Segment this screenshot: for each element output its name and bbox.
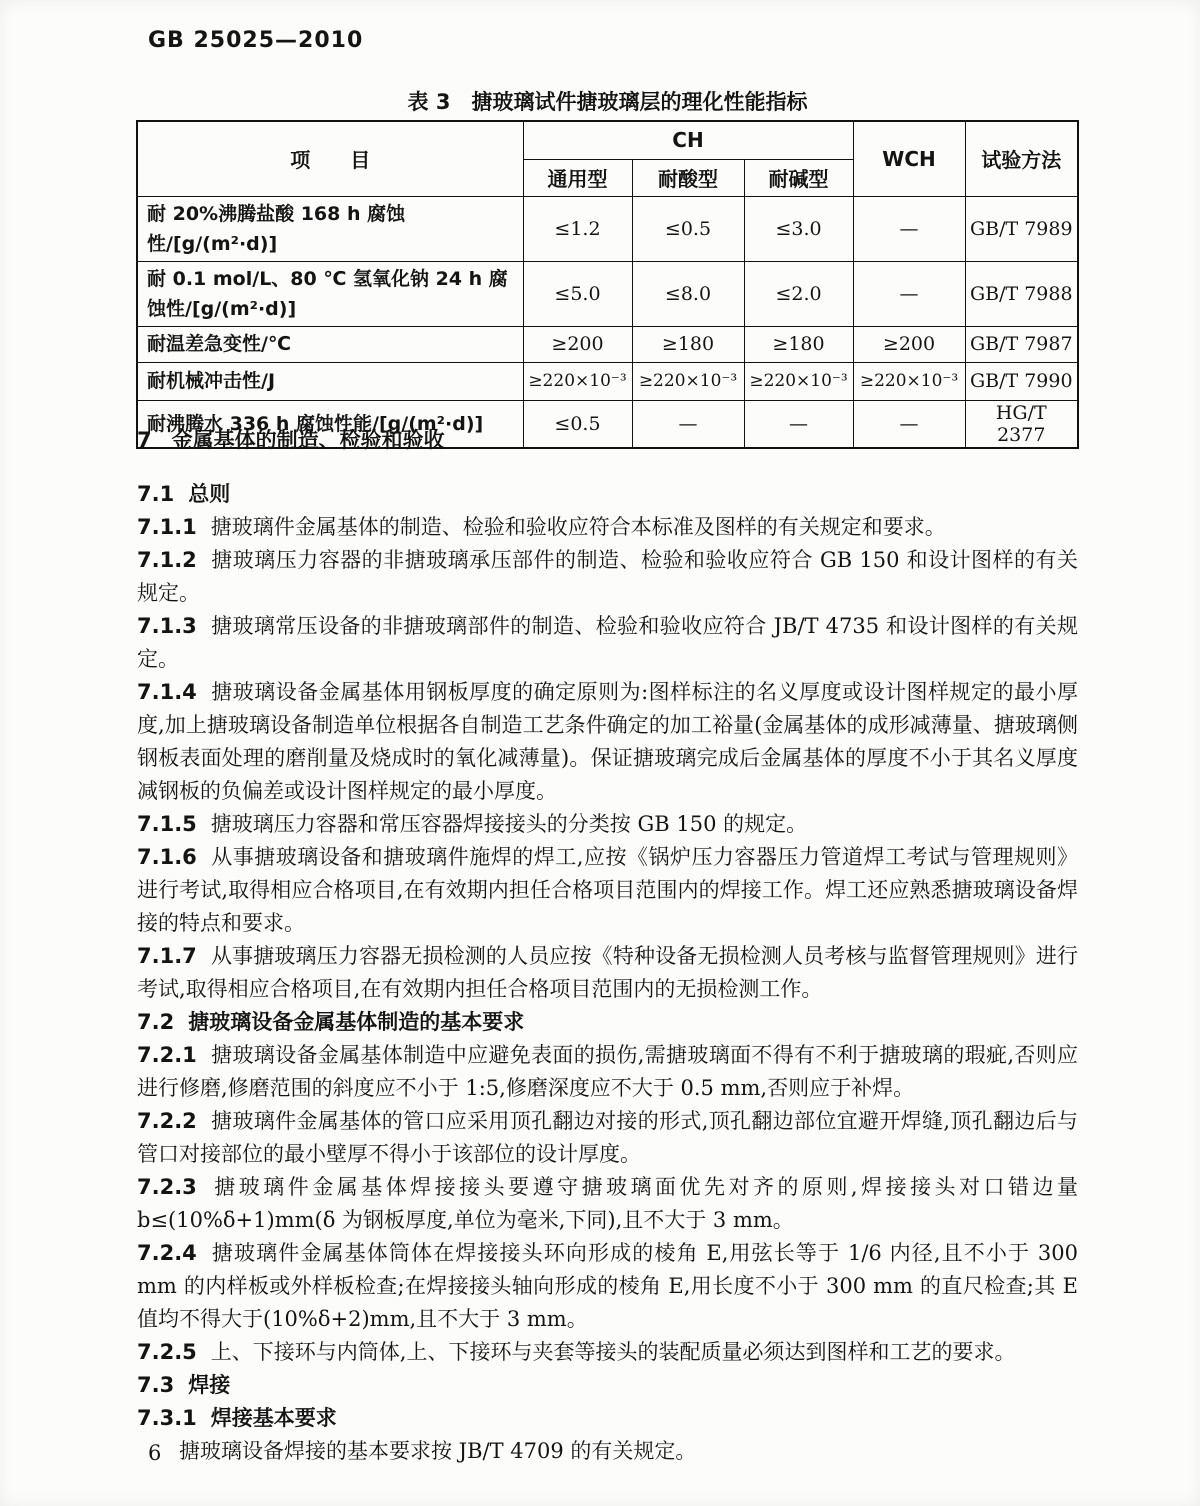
performance-table <box>136 120 1079 449</box>
clause-number: 7.2.3 <box>137 1175 197 1199</box>
clause-text: 搪玻璃压力容器的非搪玻璃承压部件的制造、检验和验收应符合 GB 150 和设计图样的有关规定。 <box>137 548 1078 605</box>
paragraph-7-3-1-body <box>137 1435 1078 1468</box>
col-header-ch-acid: 耐酸型 <box>632 159 744 196</box>
row-test-method: GB/T 7988 <box>965 261 1078 326</box>
clause-number: 7.1.7 <box>137 944 197 968</box>
row-value: ≤1.2 <box>523 196 632 261</box>
row-item-label: 耐温差急变性/℃ <box>137 326 523 362</box>
clause-number: 7.2.2 <box>137 1109 197 1133</box>
heading-number: 7.2 <box>137 1010 175 1034</box>
table-row <box>137 261 1078 326</box>
col-header-wch: WCH <box>853 121 965 196</box>
clause-7-1-2 <box>137 544 1078 610</box>
clause-text: 上、下接环与内筒体,上、下接环与夹套等接头的装配质量必须达到图样和工艺的要求。 <box>210 1340 1016 1364</box>
row-item-label: 耐 0.1 mol/L、80 ℃ 氢氧化钠 24 h 腐蚀性/[g/(m²·d)] <box>137 261 523 326</box>
heading-7 <box>137 424 1078 457</box>
section-7-body <box>137 424 1078 1468</box>
clause-number: 7.1.2 <box>137 548 197 572</box>
clause-text: 从事搪玻璃设备和搪玻璃件施焊的焊工,应按《锅炉压力容器压力管道焊工考试与管理规则》进行考试,取得相应合格项目,在有效期内担任合格项目范围内的焊接工作。焊工还应熟悉搪玻璃设备焊接的特点和要求。 <box>137 845 1078 935</box>
heading-text: 焊接基本要求 <box>210 1406 337 1430</box>
standard-number: GB 25025—2010 <box>148 28 364 53</box>
clause-number: 7.1.1 <box>137 515 197 539</box>
row-value: ≤8.0 <box>632 261 744 326</box>
clause-text: 搪玻璃常压设备的非搪玻璃部件的制造、检验和验收应符合 JB/T 4735 和设计图样的有关规定。 <box>137 614 1078 671</box>
row-value: ≤3.0 <box>744 196 853 261</box>
row-test-method: GB/T 7990 <box>965 362 1078 400</box>
clause-7-1-7 <box>137 940 1078 1006</box>
paragraph-text: 搪玻璃设备焊接的基本要求按 JB/T 4709 的有关规定。 <box>179 1439 697 1463</box>
clause-number: 7.2.4 <box>137 1241 197 1265</box>
clause-number: 7.1.5 <box>137 812 197 836</box>
clause-text: 搪玻璃件金属基体筒体在焊接接头环向形成的棱角 E,用弦长等于 1/6 内径,且不小于 300 mm 的内样板或外样板检查;在焊接接头轴向形成的棱角 E,用长度不小于 300 mm 的直尺检查;其 E 值均不得大于(10%δ+2)mm,且不大于 3 mm。 <box>137 1241 1078 1331</box>
row-value: — <box>632 400 744 448</box>
clause-7-1-6 <box>137 841 1078 940</box>
clause-number: 7.2.5 <box>137 1340 197 1364</box>
clause-number: 7.1.6 <box>137 845 197 869</box>
clause-text: 搪玻璃件金属基体的制造、检验和验收应符合本标准及图样的有关规定和要求。 <box>210 515 946 539</box>
row-value: ≥220×10⁻³ <box>853 362 965 400</box>
clause-7-2-3 <box>137 1171 1078 1237</box>
table-row <box>137 196 1078 261</box>
heading-text: 金属基体的制造、检验和验收 <box>171 428 445 452</box>
clause-7-1-5 <box>137 808 1078 841</box>
clause-7-2-2 <box>137 1105 1078 1171</box>
row-value: ≥200 <box>523 326 632 362</box>
row-value: ≤5.0 <box>523 261 632 326</box>
col-header-method: 试验方法 <box>965 121 1078 196</box>
row-item-label: 耐沸腾水 336 h 腐蚀性能/[g/(m²·d)] <box>137 400 523 448</box>
heading-number: 7.1 <box>137 482 175 506</box>
table-title: 表 3 搪玻璃试件搪玻璃层的理化性能指标 <box>407 90 808 114</box>
row-value: ≥180 <box>632 326 744 362</box>
heading-7-3-1 <box>137 1402 1078 1435</box>
row-test-method: GB/T 7987 <box>965 326 1078 362</box>
heading-text: 焊接 <box>188 1373 231 1397</box>
clause-number: 7.1.3 <box>137 614 197 638</box>
clause-7-2-1 <box>137 1039 1078 1105</box>
heading-text: 总则 <box>188 482 231 506</box>
clause-text: 搪玻璃件金属基体的管口应采用顶孔翻边对接的形式,顶孔翻边部位宜避开焊缝,顶孔翻边后与管口对接部位的最小壁厚不得小于该部位的设计厚度。 <box>137 1109 1078 1166</box>
clause-text: 从事搪玻璃压力容器无损检测的人员应按《特种设备无损检测人员考核与监督管理规则》进行考试,取得相应合格项目,在有效期内担任合格项目范围内的无损检测工作。 <box>137 944 1078 1001</box>
col-header-ch-alkali: 耐碱型 <box>744 159 853 196</box>
row-value: ≥220×10⁻³ <box>632 362 744 400</box>
clause-number: 7.1.4 <box>137 680 197 704</box>
clause-number: 7.2.1 <box>137 1043 197 1067</box>
clause-text: 搪玻璃件金属基体焊接接头要遵守搪玻璃面优先对齐的原则,焊接接头对口错边量 b≤(10%δ+1)mm(δ 为钢板厚度,单位为毫米,下同),且不大于 3 mm。 <box>137 1175 1078 1232</box>
row-value: — <box>744 400 853 448</box>
row-value: — <box>853 400 965 448</box>
row-value: ≥180 <box>744 326 853 362</box>
heading-7-2 <box>137 1006 1078 1039</box>
row-value: ≤0.5 <box>523 400 632 448</box>
heading-7-3 <box>137 1369 1078 1402</box>
col-header-ch-group: CH <box>523 121 853 159</box>
clause-7-2-4 <box>137 1237 1078 1336</box>
page-number: 6 <box>148 1441 162 1465</box>
clause-text: 搪玻璃设备金属基体用钢板厚度的确定原则为:图样标注的名义厚度或设计图样规定的最小厚度,加上搪玻璃设备制造单位根据各自制造工艺条件确定的加工裕量(金属基体的成形减薄量、搪玻璃侧钢板表面处理的磨削量及烧成时的氧化减薄量)。保证搪玻璃完成后金属基体的厚度不小于其名义厚度减钢板的负偏差或设计图样规定的最小厚度。 <box>137 680 1078 803</box>
heading-text: 搪玻璃设备金属基体制造的基本要求 <box>188 1010 525 1034</box>
row-value: ≤0.5 <box>632 196 744 261</box>
table-row <box>137 326 1078 362</box>
row-value: ≥220×10⁻³ <box>744 362 853 400</box>
clause-7-1-1 <box>137 511 1078 544</box>
clause-7-1-3 <box>137 610 1078 676</box>
col-header-item: 项 目 <box>137 121 523 196</box>
row-value: — <box>853 196 965 261</box>
row-value: ≥200 <box>853 326 965 362</box>
col-header-ch-general: 通用型 <box>523 159 632 196</box>
table-row <box>137 362 1078 400</box>
clause-text: 搪玻璃设备金属基体制造中应避免表面的损伤,需搪玻璃面不得有不利于搪玻璃的瑕疵,否则应进行修磨,修磨范围的斜度应不小于 1:5,修磨深度应不大于 0.5 mm,否则应于补焊。 <box>137 1043 1078 1100</box>
heading-number: 7.3 <box>137 1373 175 1397</box>
row-test-method: GB/T 7989 <box>965 196 1078 261</box>
heading-number: 7.3.1 <box>137 1406 197 1430</box>
row-item-label: 耐 20%沸腾盐酸 168 h 腐蚀性/[g/(m²·d)] <box>137 196 523 261</box>
row-value: ≥220×10⁻³ <box>523 362 632 400</box>
row-test-method: HG/T 2377 <box>965 400 1078 448</box>
clause-text: 搪玻璃压力容器和常压容器焊接接头的分类按 GB 150 的规定。 <box>210 812 808 836</box>
heading-7-1 <box>137 478 1078 511</box>
row-item-label: 耐机械冲击性/J <box>137 362 523 400</box>
heading-number: 7 <box>137 428 152 452</box>
clause-7-1-4 <box>137 676 1078 808</box>
row-value: ≤2.0 <box>744 261 853 326</box>
row-value: — <box>853 261 965 326</box>
table-header-row-1 <box>137 121 1078 159</box>
clause-7-2-5 <box>137 1336 1078 1369</box>
